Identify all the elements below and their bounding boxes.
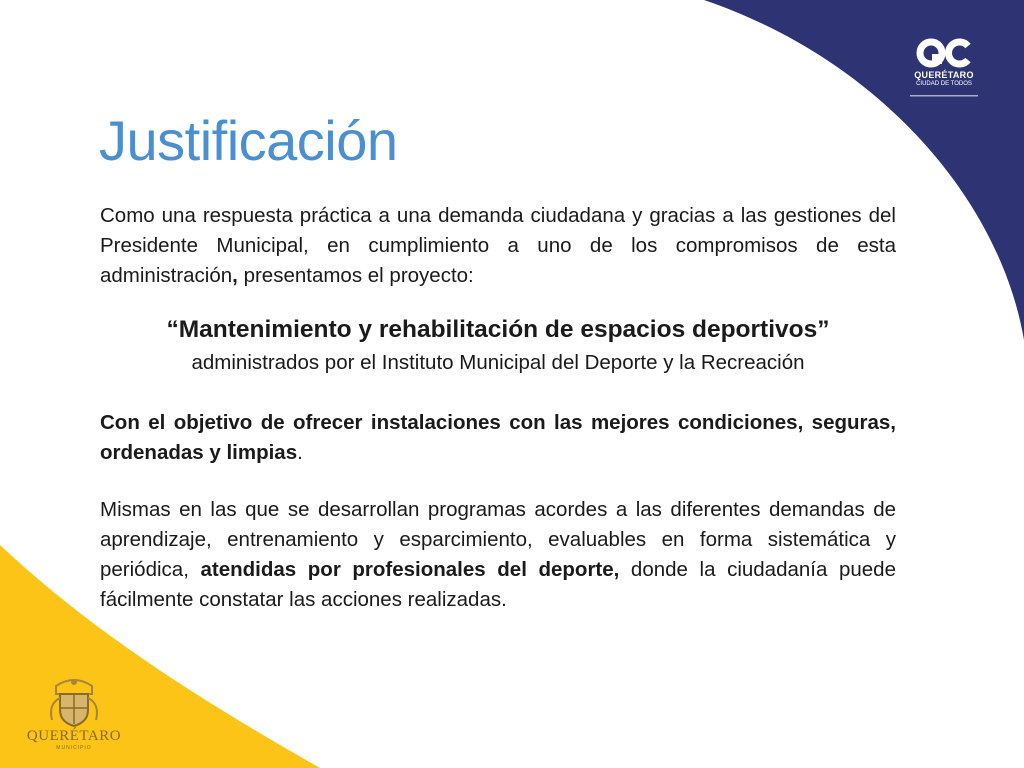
programs-paragraph [100, 495, 896, 615]
slide-title: Justificación [99, 109, 398, 172]
project-title: “Mantenimiento y rehabilitación de espacios deportivos” [166, 316, 830, 343]
brand-fine-print [904, 94, 984, 98]
municipio-seal [22, 676, 126, 752]
brand-tagline: CIUDAD DE TODOS [916, 81, 972, 87]
intro-text-end: presentamos el proyecto: [237, 264, 474, 287]
intro-text: Como una respuesta práctica a una demanda ciudadana y gracias a las gestiones del Presidente Municipal, en cumplimiento a uno de los compromisos de esta administración [100, 204, 896, 287]
project-subtitle: administrados por el Instituto Municipal del Deporte y la Recreación [191, 351, 805, 374]
brand-name: QUERÉTARO [914, 70, 974, 80]
seal-name: QUERÉTARO [26, 728, 122, 744]
programs-emphasis: atendidas por profesionales del deporte, [200, 558, 620, 581]
objective-period: . [297, 441, 303, 464]
seal-subtitle: MUNICIPIO [56, 745, 92, 751]
programs-text-end: donde la ciudadanía puede fácilmente constatar las acciones realizadas. [100, 558, 896, 611]
programs-text: Mismas en las que se desarrollan programas acordes a las diferentes demandas de aprendizaje, entrenamiento y esparcimiento, evaluables en forma sistemática y periódica, [100, 498, 896, 581]
objective-text: Con el objetivo de ofrecer instalaciones con las mejores condiciones, seguras, ordenadas y limpias [100, 411, 896, 464]
coat-of-arms-icon [22, 676, 126, 730]
intro-paragraph [100, 201, 896, 291]
queretaro-brand-logo [904, 38, 984, 104]
qc-logo-icon [916, 38, 972, 68]
intro-comma: , [232, 264, 238, 287]
objective-paragraph [100, 408, 896, 468]
